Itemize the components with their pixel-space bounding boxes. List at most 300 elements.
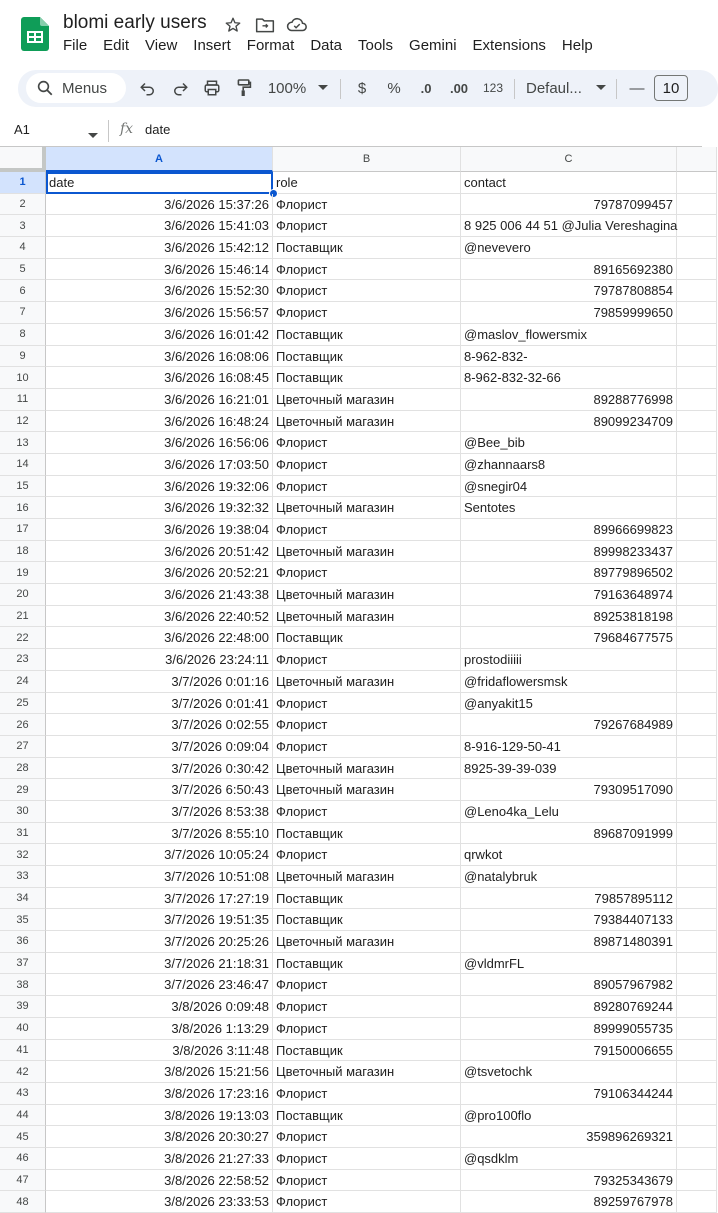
cell-role[interactable]: Флорист bbox=[273, 1083, 461, 1105]
row-header[interactable]: 37 bbox=[0, 953, 46, 975]
cell-empty[interactable] bbox=[677, 888, 717, 910]
cell-date[interactable]: 3/7/2026 0:09:04 bbox=[46, 736, 273, 758]
menu-view[interactable]: View bbox=[145, 37, 178, 54]
cell-date[interactable]: 3/7/2026 21:18:31 bbox=[46, 953, 273, 975]
cell-contact[interactable]: 79325343679 bbox=[461, 1170, 677, 1192]
cell-role[interactable]: Флорист bbox=[273, 454, 461, 476]
menu-data[interactable]: Data bbox=[310, 37, 342, 54]
cell-contact[interactable]: @pro100flo bbox=[461, 1105, 677, 1127]
row-header[interactable]: 46 bbox=[0, 1148, 46, 1170]
cell-date[interactable]: 3/7/2026 0:02:55 bbox=[46, 714, 273, 736]
cell-empty[interactable] bbox=[677, 866, 717, 888]
cell-empty[interactable] bbox=[677, 931, 717, 953]
cell-role[interactable]: Цветочный магазин bbox=[273, 389, 461, 411]
cell-contact[interactable]: 8-962-832-32-66 bbox=[461, 367, 677, 389]
cell-role[interactable]: Флорист bbox=[273, 1018, 461, 1040]
font-size-input[interactable]: 10 bbox=[654, 75, 688, 101]
cell-contact[interactable]: @maslov_flowersmix bbox=[461, 324, 677, 346]
cell-empty[interactable] bbox=[677, 953, 717, 975]
cell-contact[interactable]: @fridaflowersmsk bbox=[461, 671, 677, 693]
column-header-b[interactable]: B bbox=[273, 147, 461, 172]
search-menus-button[interactable] bbox=[26, 73, 126, 103]
cell-contact[interactable]: 89999055735 bbox=[461, 1018, 677, 1040]
row-header[interactable]: 23 bbox=[0, 649, 46, 671]
row-header[interactable]: 39 bbox=[0, 996, 46, 1018]
toolbar bbox=[18, 70, 718, 107]
cell-contact[interactable]: 89998233437 bbox=[461, 541, 677, 563]
cell-empty[interactable] bbox=[677, 324, 717, 346]
cell-date[interactable]: 3/6/2026 15:46:14 bbox=[46, 259, 273, 281]
cell-date[interactable]: 3/8/2026 22:58:52 bbox=[46, 1170, 273, 1192]
cell-date[interactable]: 3/7/2026 17:27:19 bbox=[46, 888, 273, 910]
row-header[interactable]: 26 bbox=[0, 714, 46, 736]
cell-contact[interactable]: 79857895112 bbox=[461, 888, 677, 910]
cell-empty[interactable] bbox=[677, 1170, 717, 1192]
cell-contact[interactable]: 79859999650 bbox=[461, 302, 677, 324]
table-row bbox=[0, 931, 702, 953]
row-header[interactable]: 15 bbox=[0, 476, 46, 498]
cell-empty[interactable] bbox=[677, 237, 717, 259]
cell-role[interactable]: Поставщик bbox=[273, 888, 461, 910]
row-header[interactable]: 30 bbox=[0, 801, 46, 823]
percent-format-button[interactable]: % bbox=[387, 79, 401, 97]
cell-role[interactable]: Флорист bbox=[273, 194, 461, 216]
cell-date[interactable]: 3/7/2026 0:30:42 bbox=[46, 758, 273, 780]
cell-contact[interactable]: @qsdklm bbox=[461, 1148, 677, 1170]
cell-contact[interactable]: @natalybruk bbox=[461, 866, 677, 888]
cell-empty[interactable] bbox=[677, 497, 717, 519]
row-header[interactable]: 22 bbox=[0, 627, 46, 649]
row-header[interactable]: 4 bbox=[0, 237, 46, 259]
cell-date[interactable]: 3/7/2026 19:51:35 bbox=[46, 909, 273, 931]
cell-role[interactable]: Флорист bbox=[273, 432, 461, 454]
row-header[interactable]: 18 bbox=[0, 541, 46, 563]
cell-role[interactable]: Цветочный магазин bbox=[273, 606, 461, 628]
cell-date[interactable]: 3/8/2026 15:21:56 bbox=[46, 1061, 273, 1083]
cell-role[interactable]: Флорист bbox=[273, 1191, 461, 1213]
row-header[interactable]: 48 bbox=[0, 1191, 46, 1213]
cell-date[interactable]: 3/7/2026 6:50:43 bbox=[46, 779, 273, 801]
cell-role[interactable]: Флорист bbox=[273, 844, 461, 866]
cell-contact[interactable]: @vldmrFL bbox=[461, 953, 677, 975]
cell-empty[interactable] bbox=[677, 1040, 717, 1062]
column-header-c[interactable]: C bbox=[461, 147, 677, 172]
cell-date[interactable]: 3/6/2026 16:08:06 bbox=[46, 346, 273, 368]
cell-empty[interactable] bbox=[677, 758, 717, 780]
cell-date[interactable]: 3/8/2026 0:09:48 bbox=[46, 996, 273, 1018]
document-title[interactable]: blomi early users bbox=[63, 12, 207, 33]
cell-empty[interactable] bbox=[677, 671, 717, 693]
cell-role[interactable]: Цветочный магазин bbox=[273, 671, 461, 693]
row-header[interactable]: 35 bbox=[0, 909, 46, 931]
row-header[interactable]: 32 bbox=[0, 844, 46, 866]
cell-role[interactable]: Поставщик bbox=[273, 237, 461, 259]
menu-file[interactable]: File bbox=[63, 37, 88, 54]
decrease-font-size-button[interactable]: — bbox=[629, 79, 645, 97]
chevron-down-icon[interactable] bbox=[316, 75, 330, 101]
cell-contact[interactable]: 79309517090 bbox=[461, 779, 677, 801]
cell-role[interactable]: Флорист bbox=[273, 476, 461, 498]
decrease-decimal-button[interactable] bbox=[414, 75, 438, 101]
cell-date[interactable]: 3/6/2026 21:43:38 bbox=[46, 584, 273, 606]
cell-contact[interactable]: 89687091999 bbox=[461, 823, 677, 845]
cell-empty[interactable] bbox=[677, 411, 717, 433]
row-header[interactable]: 17 bbox=[0, 519, 46, 541]
cell-date[interactable]: 3/6/2026 16:21:01 bbox=[46, 389, 273, 411]
cell-contact[interactable]: 89779896502 bbox=[461, 562, 677, 584]
cell-contact[interactable]: @zhannaars8 bbox=[461, 454, 677, 476]
formula-input[interactable]: date bbox=[145, 122, 171, 137]
cloud-status-icon[interactable] bbox=[286, 14, 308, 36]
star-icon[interactable] bbox=[222, 14, 244, 36]
cell-date[interactable]: 3/8/2026 17:23:16 bbox=[46, 1083, 273, 1105]
row-header[interactable]: 38 bbox=[0, 974, 46, 996]
cell-date[interactable]: 3/6/2026 15:37:26 bbox=[46, 194, 273, 216]
row-header[interactable]: 5 bbox=[0, 259, 46, 281]
cell-empty[interactable] bbox=[677, 649, 717, 671]
row-header[interactable]: 25 bbox=[0, 693, 46, 715]
cell-date[interactable]: 3/6/2026 15:42:12 bbox=[46, 237, 273, 259]
cell-empty[interactable] bbox=[677, 714, 717, 736]
cell-empty[interactable] bbox=[677, 541, 717, 563]
table-row bbox=[0, 758, 702, 780]
cell-empty[interactable] bbox=[677, 172, 717, 194]
cell-role[interactable]: Цветочный магазин bbox=[273, 584, 461, 606]
cell-role[interactable]: Цветочный магазин bbox=[273, 931, 461, 953]
cell-date[interactable]: 3/6/2026 20:51:42 bbox=[46, 541, 273, 563]
cell-date[interactable]: 3/6/2026 19:32:32 bbox=[46, 497, 273, 519]
cell-contact[interactable]: 8925-39-39-039 bbox=[461, 758, 677, 780]
cell-contact[interactable]: 89165692380 bbox=[461, 259, 677, 281]
cell-role[interactable]: Флорист bbox=[273, 736, 461, 758]
row-header[interactable]: 8 bbox=[0, 324, 46, 346]
menu-gemini[interactable]: Gemini bbox=[409, 37, 457, 54]
cell-role[interactable]: Поставщик bbox=[273, 953, 461, 975]
row-header[interactable]: 29 bbox=[0, 779, 46, 801]
cell-empty[interactable] bbox=[677, 1148, 717, 1170]
print-icon[interactable] bbox=[200, 75, 224, 101]
cell-date[interactable]: 3/6/2026 15:56:57 bbox=[46, 302, 273, 324]
cell-empty[interactable] bbox=[677, 801, 717, 823]
fx-icon: fx bbox=[120, 121, 134, 137]
table-row bbox=[0, 476, 702, 498]
cell-date[interactable]: 3/8/2026 20:30:27 bbox=[46, 1126, 273, 1148]
row-header[interactable]: 36 bbox=[0, 931, 46, 953]
cell-contact[interactable]: 89966699823 bbox=[461, 519, 677, 541]
table-row bbox=[0, 1105, 702, 1127]
cell-role[interactable]: Флорист bbox=[273, 974, 461, 996]
cell-role[interactable]: Цветочный магазин bbox=[273, 758, 461, 780]
currency-format-button[interactable]: $ bbox=[357, 79, 367, 97]
cell-empty[interactable] bbox=[677, 562, 717, 584]
cell-role[interactable]: Цветочный магазин bbox=[273, 497, 461, 519]
cell-date[interactable]: 3/6/2026 22:48:00 bbox=[46, 627, 273, 649]
cell-date[interactable]: 3/6/2026 19:38:04 bbox=[46, 519, 273, 541]
cell-empty[interactable] bbox=[677, 627, 717, 649]
cell-date[interactable]: 3/7/2026 8:55:10 bbox=[46, 823, 273, 845]
table-row bbox=[0, 649, 702, 671]
cell-role[interactable]: Поставщик bbox=[273, 324, 461, 346]
row-header[interactable]: 19 bbox=[0, 562, 46, 584]
cell-date[interactable]: 3/7/2026 0:01:16 bbox=[46, 671, 273, 693]
cell-role[interactable]: Флорист bbox=[273, 649, 461, 671]
font-family-select[interactable]: Defaul... bbox=[526, 79, 582, 97]
cell-empty[interactable] bbox=[677, 974, 717, 996]
cell-role[interactable]: Поставщик bbox=[273, 367, 461, 389]
cell-empty[interactable] bbox=[677, 259, 717, 281]
row-header[interactable]: 45 bbox=[0, 1126, 46, 1148]
cell-date[interactable]: 3/8/2026 1:13:29 bbox=[46, 1018, 273, 1040]
cell-empty[interactable] bbox=[677, 519, 717, 541]
row-header[interactable]: 1 bbox=[0, 172, 46, 194]
cell-contact[interactable]: 79787808854 bbox=[461, 280, 677, 302]
row-header[interactable]: 42 bbox=[0, 1061, 46, 1083]
cell-contact[interactable]: 8-916-129-50-41 bbox=[461, 736, 677, 758]
cell-contact[interactable]: 89099234709 bbox=[461, 411, 677, 433]
row-header[interactable]: 44 bbox=[0, 1105, 46, 1127]
cell-empty[interactable] bbox=[677, 432, 717, 454]
cell-role[interactable]: Флорист bbox=[273, 801, 461, 823]
row-header[interactable]: 2 bbox=[0, 194, 46, 216]
cell-contact[interactable]: 79150006655 bbox=[461, 1040, 677, 1062]
cell-role[interactable]: Флорист bbox=[273, 1126, 461, 1148]
cell-date[interactable]: 3/6/2026 16:56:06 bbox=[46, 432, 273, 454]
cell-role[interactable]: Флорист bbox=[273, 259, 461, 281]
cell-role[interactable]: Флорист bbox=[273, 693, 461, 715]
row-header[interactable]: 13 bbox=[0, 432, 46, 454]
increase-decimal-button[interactable] bbox=[446, 75, 472, 101]
cell-contact[interactable]: 79163648974 bbox=[461, 584, 677, 606]
cell-role[interactable]: Флорист bbox=[273, 302, 461, 324]
cell-empty[interactable] bbox=[677, 1191, 717, 1213]
cell-role[interactable]: Цветочный магазин bbox=[273, 1061, 461, 1083]
cell-date[interactable]: 3/7/2026 23:46:47 bbox=[46, 974, 273, 996]
cell-empty[interactable] bbox=[677, 909, 717, 931]
cell-contact[interactable]: @tsvetochk bbox=[461, 1061, 677, 1083]
row-header[interactable]: 7 bbox=[0, 302, 46, 324]
cell-role[interactable]: Поставщик bbox=[273, 909, 461, 931]
cell-role[interactable]: Поставщик bbox=[273, 1105, 461, 1127]
cell-date[interactable]: 3/7/2026 8:53:38 bbox=[46, 801, 273, 823]
cell-contact[interactable]: 79787099457 bbox=[461, 194, 677, 216]
cell-role[interactable]: Флорист bbox=[273, 215, 461, 237]
table-row bbox=[0, 346, 702, 368]
menu-extensions[interactable]: Extensions bbox=[472, 37, 546, 54]
cell-date[interactable]: 3/7/2026 20:25:26 bbox=[46, 931, 273, 953]
row-header[interactable]: 11 bbox=[0, 389, 46, 411]
cell-empty[interactable] bbox=[677, 584, 717, 606]
cell-role[interactable]: Поставщик bbox=[273, 627, 461, 649]
cell-date[interactable]: 3/8/2026 19:13:03 bbox=[46, 1105, 273, 1127]
cell-role[interactable]: Флорист bbox=[273, 996, 461, 1018]
cell-contact[interactable]: prostodiiiii bbox=[461, 649, 677, 671]
cell-contact[interactable]: 89280769244 bbox=[461, 996, 677, 1018]
cell-contact[interactable]: 79267684989 bbox=[461, 714, 677, 736]
cell-contact[interactable]: 8-962-832- bbox=[461, 346, 677, 368]
cell-empty[interactable] bbox=[677, 215, 717, 237]
paint-format-icon[interactable] bbox=[232, 75, 256, 101]
menu-edit[interactable]: Edit bbox=[103, 37, 130, 54]
cell-date[interactable]: 3/6/2026 16:08:45 bbox=[46, 367, 273, 389]
row-header[interactable]: 20 bbox=[0, 584, 46, 606]
cell-role[interactable]: Цветочный магазин bbox=[273, 541, 461, 563]
cell-date[interactable]: 3/8/2026 21:27:33 bbox=[46, 1148, 273, 1170]
cell-role[interactable]: Поставщик bbox=[273, 823, 461, 845]
cell-role[interactable]: Поставщик bbox=[273, 346, 461, 368]
column-header-a[interactable]: A bbox=[46, 147, 273, 172]
menu-tools[interactable]: Tools bbox=[358, 37, 394, 54]
menu-format[interactable]: Format bbox=[246, 37, 295, 54]
cell-contact[interactable]: @Leno4ka_Lelu bbox=[461, 801, 677, 823]
cell-empty[interactable] bbox=[677, 1126, 717, 1148]
row-header[interactable]: 6 bbox=[0, 280, 46, 302]
table-row bbox=[0, 237, 702, 259]
zoom-select[interactable]: 100% bbox=[267, 79, 307, 97]
column-header-d[interactable] bbox=[677, 147, 717, 172]
cell-empty[interactable] bbox=[677, 280, 717, 302]
cell-empty[interactable] bbox=[677, 693, 717, 715]
select-all-corner[interactable] bbox=[0, 147, 46, 172]
cell-date[interactable]: 3/8/2026 3:11:48 bbox=[46, 1040, 273, 1062]
name-box-chevron-icon[interactable] bbox=[88, 126, 98, 144]
cell-contact[interactable]: 8 925 006 44 51 @Julia Vereshagina bbox=[461, 215, 677, 237]
redo-icon[interactable] bbox=[168, 75, 192, 101]
cell-empty[interactable] bbox=[677, 1061, 717, 1083]
cell-role[interactable]: Цветочный магазин bbox=[273, 411, 461, 433]
cell-date[interactable]: 3/6/2026 20:52:21 bbox=[46, 562, 273, 584]
cell-role[interactable]: Флорист bbox=[273, 280, 461, 302]
cell-contact[interactable]: 79384407133 bbox=[461, 909, 677, 931]
cell-role[interactable]: role bbox=[273, 172, 461, 194]
cell-contact[interactable]: qrwkot bbox=[461, 844, 677, 866]
row-header[interactable]: 40 bbox=[0, 1018, 46, 1040]
cell-date[interactable]: 3/6/2026 16:48:24 bbox=[46, 411, 273, 433]
more-formats-button[interactable]: 123 bbox=[482, 81, 504, 95]
cell-empty[interactable] bbox=[677, 346, 717, 368]
cell-contact[interactable]: contact bbox=[461, 172, 677, 194]
row-header[interactable]: 24 bbox=[0, 671, 46, 693]
cell-date[interactable]: 3/6/2026 15:52:30 bbox=[46, 280, 273, 302]
cell-date[interactable]: 3/7/2026 0:01:41 bbox=[46, 693, 273, 715]
row-header[interactable]: 28 bbox=[0, 758, 46, 780]
cell-date[interactable]: date bbox=[46, 172, 273, 194]
row-header[interactable]: 9 bbox=[0, 346, 46, 368]
table-row bbox=[0, 302, 702, 324]
cell-contact[interactable]: 89259767978 bbox=[461, 1191, 677, 1213]
cell-role[interactable]: Флорист bbox=[273, 714, 461, 736]
row-header[interactable]: 12 bbox=[0, 411, 46, 433]
row-header[interactable]: 47 bbox=[0, 1170, 46, 1192]
cell-empty[interactable] bbox=[677, 194, 717, 216]
formula-bar bbox=[0, 116, 702, 144]
table-row bbox=[0, 584, 702, 606]
cell-date[interactable]: 3/6/2026 16:01:42 bbox=[46, 324, 273, 346]
font-chevron-down-icon[interactable] bbox=[594, 75, 608, 101]
table-row bbox=[0, 215, 702, 237]
cell-contact[interactable]: 89288776998 bbox=[461, 389, 677, 411]
table-row bbox=[0, 866, 702, 888]
table-row bbox=[0, 844, 702, 866]
row-header[interactable]: 14 bbox=[0, 454, 46, 476]
cell-date[interactable]: 3/7/2026 10:05:24 bbox=[46, 844, 273, 866]
cell-empty[interactable] bbox=[677, 779, 717, 801]
cell-contact[interactable]: @Bee_bib bbox=[461, 432, 677, 454]
cell-contact[interactable]: 89253818198 bbox=[461, 606, 677, 628]
table-row bbox=[0, 1083, 702, 1105]
cell-role[interactable]: Цветочный магазин bbox=[273, 779, 461, 801]
cell-date[interactable]: 3/6/2026 22:40:52 bbox=[46, 606, 273, 628]
cell-date[interactable]: 3/6/2026 19:32:06 bbox=[46, 476, 273, 498]
cell-empty[interactable] bbox=[677, 454, 717, 476]
cell-role[interactable]: Флорист bbox=[273, 562, 461, 584]
cell-contact[interactable]: @anyakit15 bbox=[461, 693, 677, 715]
cell-date[interactable]: 3/6/2026 17:03:50 bbox=[46, 454, 273, 476]
table-row bbox=[0, 1018, 702, 1040]
cell-date[interactable]: 3/6/2026 23:24:11 bbox=[46, 649, 273, 671]
row-header[interactable]: 27 bbox=[0, 736, 46, 758]
cell-empty[interactable] bbox=[677, 1083, 717, 1105]
cell-empty[interactable] bbox=[677, 844, 717, 866]
cell-empty[interactable] bbox=[677, 606, 717, 628]
table-row bbox=[0, 562, 702, 584]
cell-empty[interactable] bbox=[677, 1105, 717, 1127]
cell-contact[interactable]: 359896269321 bbox=[461, 1126, 677, 1148]
cell-contact[interactable]: 79106344244 bbox=[461, 1083, 677, 1105]
cell-empty[interactable] bbox=[677, 736, 717, 758]
cell-empty[interactable] bbox=[677, 302, 717, 324]
cell-date[interactable]: 3/6/2026 15:41:03 bbox=[46, 215, 273, 237]
table-row bbox=[0, 541, 702, 563]
cell-contact[interactable]: 89871480391 bbox=[461, 931, 677, 953]
cell-empty[interactable] bbox=[677, 996, 717, 1018]
cell-contact[interactable]: 89057967982 bbox=[461, 974, 677, 996]
cell-contact[interactable]: 79684677575 bbox=[461, 627, 677, 649]
row-header[interactable]: 34 bbox=[0, 888, 46, 910]
cell-contact[interactable]: @nevevero bbox=[461, 237, 677, 259]
move-folder-icon[interactable] bbox=[254, 14, 276, 36]
sheets-logo-icon[interactable] bbox=[21, 17, 49, 51]
undo-icon[interactable] bbox=[136, 75, 160, 101]
row-header[interactable]: 31 bbox=[0, 823, 46, 845]
row-header[interactable]: 3 bbox=[0, 215, 46, 237]
cell-date[interactable]: 3/7/2026 10:51:08 bbox=[46, 866, 273, 888]
name-box[interactable]: A1 bbox=[14, 122, 30, 137]
cell-role[interactable]: Поставщик bbox=[273, 1040, 461, 1062]
cell-contact[interactable]: Sentotes bbox=[461, 497, 677, 519]
cell-empty[interactable] bbox=[677, 1018, 717, 1040]
row-header[interactable]: 10 bbox=[0, 367, 46, 389]
table-row bbox=[0, 432, 702, 454]
cell-role[interactable]: Цветочный магазин bbox=[273, 866, 461, 888]
cell-role[interactable]: Флорист bbox=[273, 1148, 461, 1170]
row-header[interactable]: 16 bbox=[0, 497, 46, 519]
menu-insert[interactable]: Insert bbox=[193, 37, 231, 54]
cell-empty[interactable] bbox=[677, 367, 717, 389]
cell-role[interactable]: Флорист bbox=[273, 1170, 461, 1192]
cell-empty[interactable] bbox=[677, 389, 717, 411]
cell-date[interactable]: 3/8/2026 23:33:53 bbox=[46, 1191, 273, 1213]
row-header[interactable]: 21 bbox=[0, 606, 46, 628]
row-header[interactable]: 41 bbox=[0, 1040, 46, 1062]
cell-empty[interactable] bbox=[677, 476, 717, 498]
row-header[interactable]: 43 bbox=[0, 1083, 46, 1105]
cell-role[interactable]: Флорист bbox=[273, 519, 461, 541]
row-header[interactable]: 33 bbox=[0, 866, 46, 888]
menu-help[interactable]: Help bbox=[561, 37, 593, 54]
table-row bbox=[0, 497, 702, 519]
cell-empty[interactable] bbox=[677, 823, 717, 845]
cell-contact[interactable]: @snegir04 bbox=[461, 476, 677, 498]
